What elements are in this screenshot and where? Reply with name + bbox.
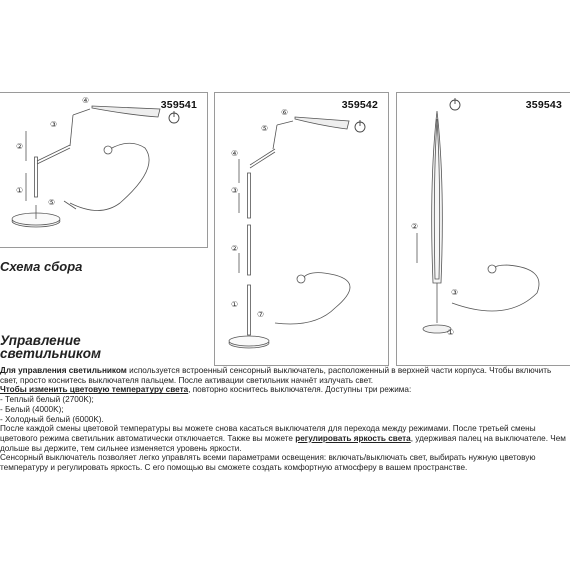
assembly-diagram-3 [397,93,570,367]
mode-cold: - Холодный белый (6000K). [0,414,104,424]
text: используется встроенный сенсорный выключатель, расположенный в верхней части корпуса. Чтобы включить свет, просто коснитесь выключателя пальцем. После активации светильник начнёт излучать свет. [0,366,552,385]
step-5: ⑤ [48,198,56,207]
paragraph-3 [0,424,570,453]
paragraph-4: Сенсорный выключатель позволяет легко управлять всеми параметрами освещения: включать/выключать свет, выбирать нужную цветовую температуру и регулировать яркость. С его помощью вы сможете создать комфортную атмосферу в вашем пространстве. [0,453,536,473]
bold-phrase: Для управления светильником [0,366,127,375]
model-code: 359543 [525,99,562,111]
diagram-panel-359541 [0,92,208,248]
model-code: 359541 [160,99,197,111]
assembly-scheme-title: Схема сбора [0,259,83,274]
step-2: ② [231,244,239,253]
text: , удерживая палец на выключателе. Чем дольше вы держите, тем сильнее изменяется уровень яркости. [0,433,566,453]
lamp-head [92,106,160,117]
step-4: ④ [231,149,239,158]
title-line-2: светильником [0,346,101,361]
power-cable [452,265,539,311]
step-5: ⑤ [261,124,269,133]
step-3: ③ [50,120,58,129]
power-icon [169,111,179,123]
step-1: ① [16,186,24,195]
text: После каждой смены цветовой температуры вы можете снова касаться выключателя для перехода между режимами. После третьей смены цветового режима светильник автоматически отключается. Также вы можете [0,424,536,443]
diagram-panel-359543 [396,92,570,366]
power-cable [275,273,350,324]
bold-phrase: Чтобы изменить цветовую температуру света [0,385,189,395]
mode-warm: - Теплый белый (2700K); [0,395,94,405]
power-icon [355,120,365,132]
title-line-1: Управление [0,333,81,348]
bold-phrase: регулировать яркость света [295,433,411,443]
step-6: ⑥ [281,108,289,117]
step-2: ② [16,142,24,151]
power-icon [450,98,460,110]
step-4: ④ [82,96,90,105]
paragraph-2 [0,385,570,395]
step-2: ② [411,222,419,231]
instructions-text [0,366,570,473]
assembly-diagram-2 [215,93,390,367]
diagram-panel-359542 [214,92,389,366]
assembly-diagram-1 [0,93,208,249]
step-3: ③ [231,186,239,195]
lamp-head [295,117,349,129]
step-1: ① [231,300,239,309]
step-3: ③ [451,288,459,297]
mode-white: - Белый (4000K); [0,404,64,414]
paragraph-1 [0,366,570,385]
text: , повторно коснитесь выключателя. Доступны три режима: [188,385,412,395]
step-7: ⑦ [257,310,265,319]
step-1: ① [447,328,455,337]
lamp-control-title [0,334,101,360]
lamp-body [432,111,443,283]
model-code: 359542 [341,99,378,111]
